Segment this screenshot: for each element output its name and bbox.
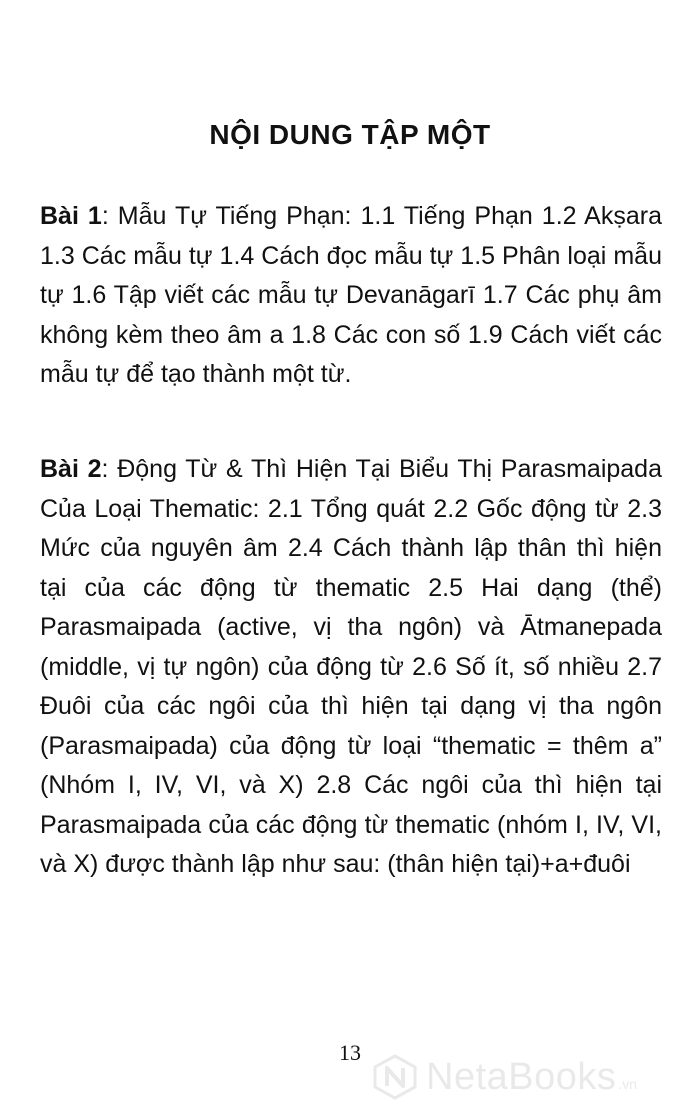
- watermark-suffix: .vn: [618, 1076, 638, 1092]
- lesson-1-text: : Mẫu Tự Tiếng Phạn: 1.1 Tiếng Phạn 1.2 Akṣara 1.3 Các mẫu tự 1.4 Cách đọc mẫu tự 1.5 Phân loại mẫu tự 1.6 Tập viết các mẫu tự Devanāgarī 1.7 Các phụ âm không kèm theo âm a 1.8 Các con số 1.9 Cách viết các mẫu tự để tạo thành một từ.: [40, 202, 662, 388]
- watermark: [372, 1054, 637, 1100]
- netabooks-logo-icon: [372, 1054, 418, 1100]
- lesson-1-label: Bài 1: [40, 202, 102, 230]
- page-number: 13: [339, 1040, 361, 1065]
- watermark-text: NetaBooks: [426, 1055, 617, 1098]
- lesson-2-text: : Động Từ & Thì Hiện Tại Biểu Thị Parasmaipada Của Loại Thematic: 2.1 Tổng quát 2.2 Gốc động từ 2.3 Mức của nguyên âm 2.4 Cách thành lập thân thì hiện tại của các động từ thematic 2.5 Hai dạng (thể) Parasmaipada (active, vị tha ngôn) và Ātmanepada (middle, vị tự ngôn) của động từ 2.6 Số ít, số nhiều 2.7 Đuôi của các ngôi của thì hiện tại dạng vị tha ngôn (Parasmaipada) của động từ loại “thematic = thêm a” (Nhóm I, IV, VI, và X) 2.8 Các ngôi của thì hiện tại Parasmaipada của các động từ thematic (nhóm I, IV, VI, và X) được thành lập như sau: (thân hiện tại)+a+đuôi: [40, 455, 662, 878]
- lesson-1-paragraph: [40, 197, 662, 395]
- lesson-2-paragraph: [40, 450, 662, 885]
- page-title: NỘI DUNG TẬP MỘT: [209, 118, 491, 150]
- lesson-2-label: Bài 2: [40, 455, 102, 483]
